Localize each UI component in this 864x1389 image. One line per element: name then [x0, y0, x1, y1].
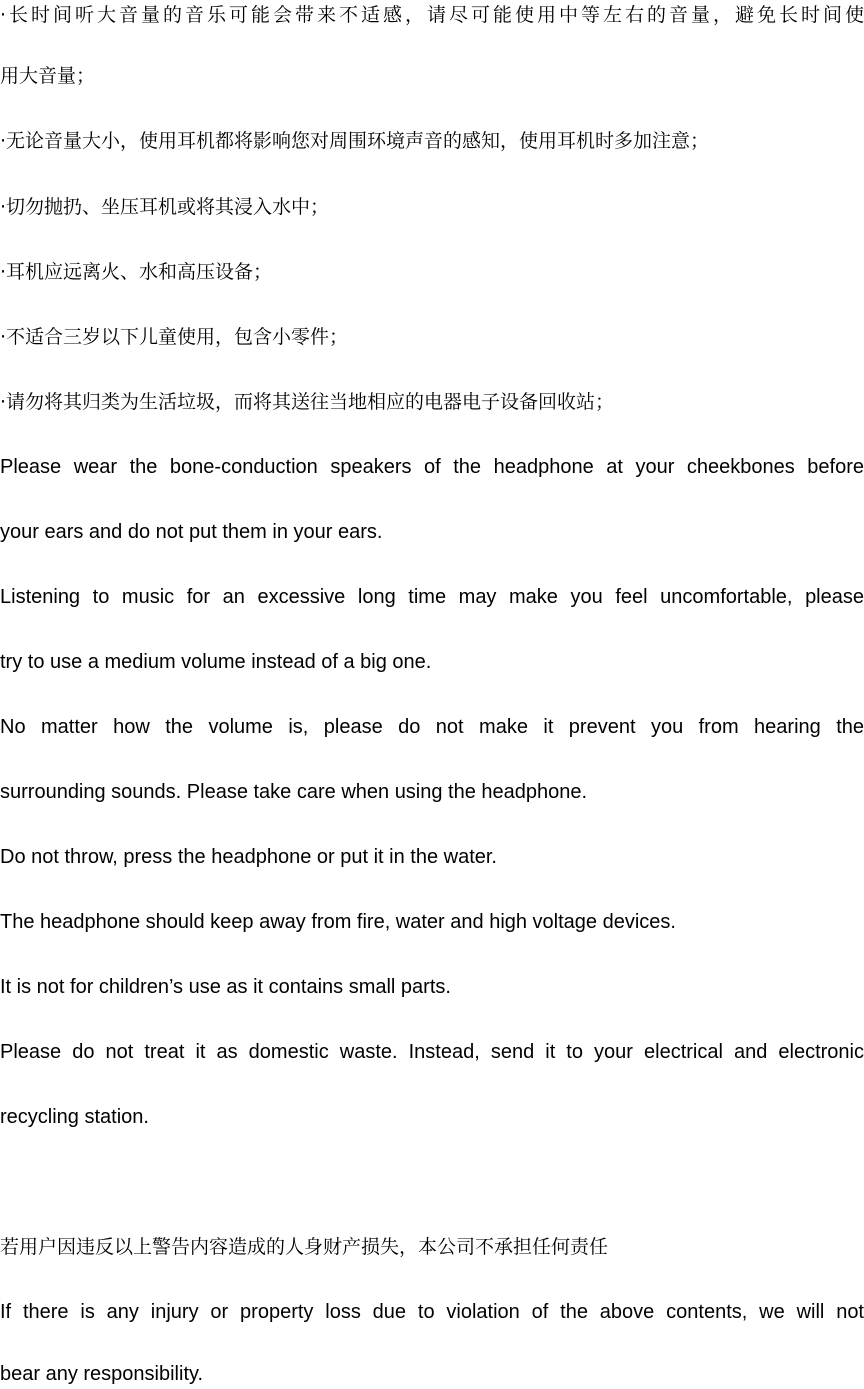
en-recycling-warning-line2: recycling station.: [0, 1106, 149, 1128]
zh-warning-awareness: ·无论音量大小，使用耳机都将影响您对周围环境声音的感知，使用耳机时多加注意；: [0, 130, 710, 152]
en-water-warning: Do not throw, press the headphone or put it in the water.: [0, 846, 497, 868]
en-awareness-warning-line1: No matter how the volume is, please do not make it prevent you from hearing the: [0, 716, 864, 738]
zh-warning-fire: ·耳机应远离火、水和高压设备；: [0, 261, 273, 283]
en-disclaimer-line2: bear any responsibility.: [0, 1363, 204, 1385]
zh-disclaimer: 若用户因违反以上警告内容造成的人身财产损失，本公司不承担任何责任: [0, 1236, 609, 1258]
en-awareness-warning-line2: surrounding sounds. Please take care when using the headphone.: [0, 781, 588, 803]
en-volume-warning-line1: Listening to music for an excessive long time may make you feel uncomfortable, please: [0, 586, 864, 608]
en-recycling-warning-line1: Please do not treat it as domestic waste. Instead, send it to your electrical and electronic: [0, 1041, 864, 1063]
en-disclaimer-line1: If there is any injury or property loss due to violation of the above contents, we will not: [0, 1301, 864, 1323]
en-volume-warning-line2: try to use a medium volume instead of a big one.: [0, 651, 432, 673]
zh-warning-water: ·切勿抛扔、坐压耳机或将其浸入水中；: [0, 196, 330, 218]
zh-warning-recycling: ·请勿将其归类为生活垃圾，而将其送往当地相应的电器电子设备回收站；: [0, 391, 615, 413]
zh-warning-volume-line1: ·长时间听大音量的音乐可能会带来不适感，请尽可能使用中等左右的音量，避免长时间使: [0, 4, 864, 26]
en-children-warning: It is not for children’s use as it contains small parts.: [0, 976, 451, 998]
zh-warning-volume-line2: 用大音量；: [0, 65, 96, 87]
en-wear-instruction-line2: your ears and do not put them in your ears.: [0, 521, 383, 543]
zh-warning-children: ·不适合三岁以下儿童使用，包含小零件；: [0, 326, 349, 348]
en-wear-instruction-line1: Please wear the bone-conduction speakers of the headphone at your cheekbones before: [0, 456, 864, 478]
en-fire-warning: The headphone should keep away from fire, water and high voltage devices.: [0, 911, 676, 933]
